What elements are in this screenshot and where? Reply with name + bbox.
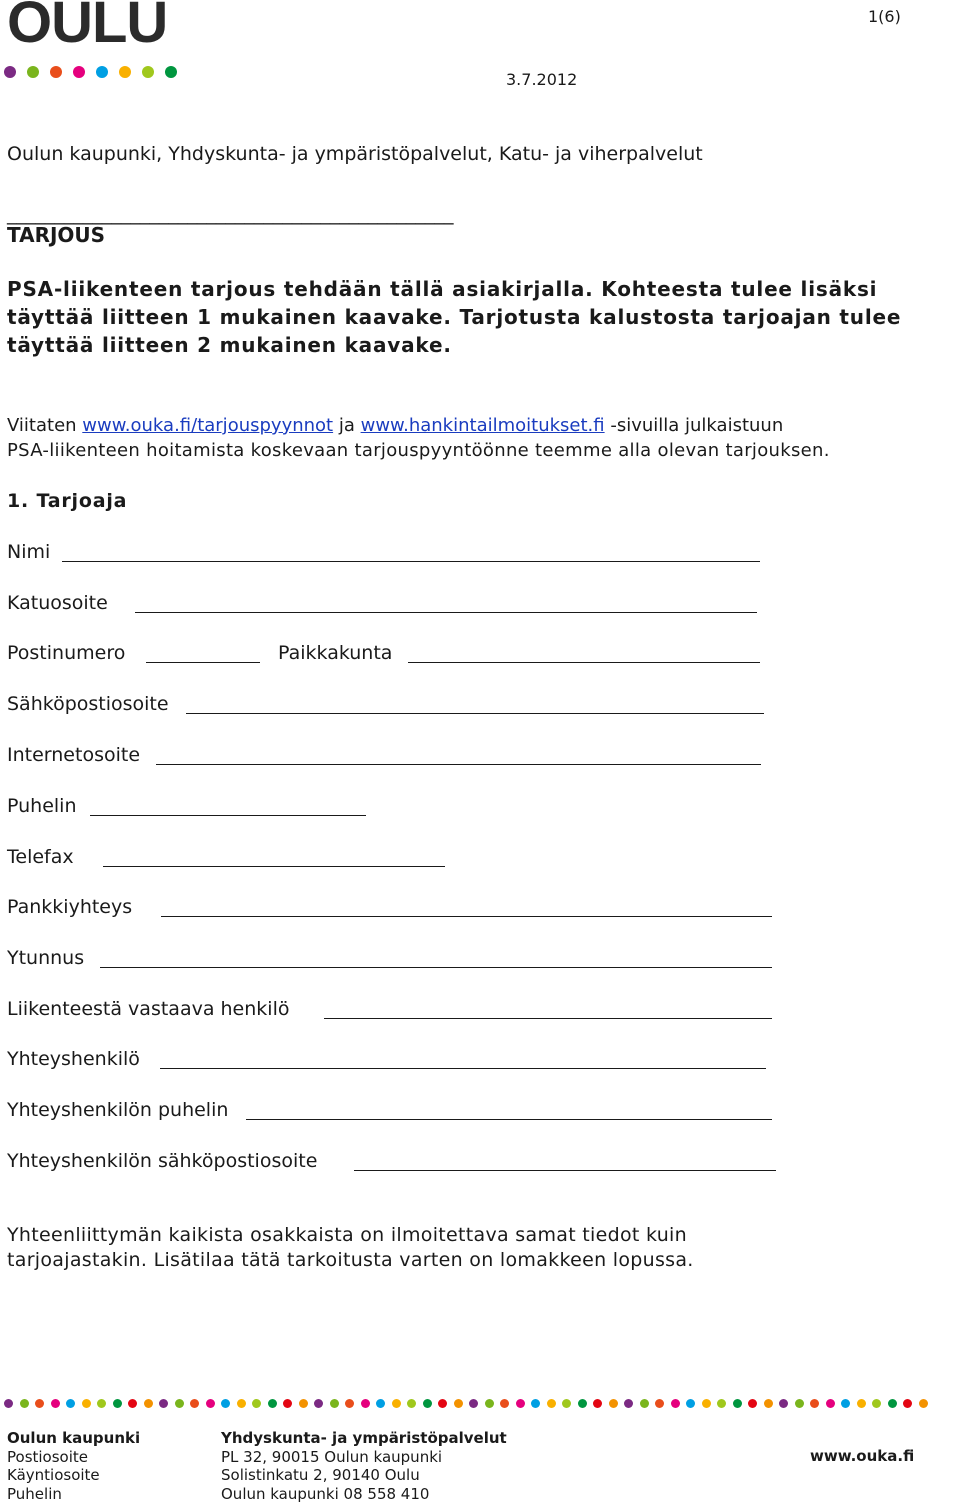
document-title: TARJOUS xyxy=(7,223,106,247)
label-yhteyshenkilo: Yhteyshenkilö xyxy=(7,1048,140,1070)
note-line-2: tarjoajastakin. Lisätilaa tätä tarkoitusta varten on lomakkeen lopussa. xyxy=(7,1249,694,1271)
footer-dot xyxy=(345,1399,354,1408)
footer-dot xyxy=(438,1399,447,1408)
paikkakunta-input-line[interactable] xyxy=(408,662,760,663)
footer-dot xyxy=(237,1399,246,1408)
reference-prefix: Viitaten xyxy=(7,415,83,436)
label-katuosoite: Katuosoite xyxy=(7,592,108,614)
footer-dot xyxy=(857,1399,866,1408)
footer-dot xyxy=(190,1399,199,1408)
footer-dot xyxy=(82,1399,91,1408)
footer-dot xyxy=(810,1399,819,1408)
footer-dot xyxy=(97,1399,106,1408)
footer-dot xyxy=(640,1399,649,1408)
footer-dot xyxy=(392,1399,401,1408)
footer-website[interactable]: www.ouka.fi xyxy=(810,1447,915,1465)
hankintailmoitukset-link[interactable]: www.hankintailmoitukset.fi xyxy=(360,415,605,436)
footer-dot xyxy=(423,1399,432,1408)
footer-dot xyxy=(330,1399,339,1408)
footer-city: Oulun kaupunki xyxy=(7,1429,141,1447)
postinumero-input-line[interactable] xyxy=(146,662,260,663)
logo-dot xyxy=(4,66,16,78)
footer-label-postiosoite: Postiosoite xyxy=(7,1447,88,1466)
label-yhteyshenkilon-sahkoposti: Yhteyshenkilön sähköpostiosoite xyxy=(7,1150,318,1172)
footer-dot xyxy=(655,1399,664,1408)
yhteyshenkilo-input-line[interactable] xyxy=(160,1068,766,1069)
footer-dot xyxy=(469,1399,478,1408)
footer-dot xyxy=(500,1399,509,1408)
footer-dot xyxy=(717,1399,726,1408)
label-nimi: Nimi xyxy=(7,541,51,563)
footer-dot xyxy=(159,1399,168,1408)
vastaava-henkilo-input-line[interactable] xyxy=(324,1018,772,1019)
footer-dot xyxy=(283,1399,292,1408)
footer-dot xyxy=(671,1399,680,1408)
footer-postal-address: PL 32, 90015 Oulun kaupunki xyxy=(221,1447,443,1466)
footer-dot xyxy=(66,1399,75,1408)
logo-dot xyxy=(119,66,131,78)
tarjouspyynnot-link[interactable]: www.ouka.fi/tarjouspyynnot xyxy=(82,415,334,436)
label-paikkakunta: Paikkakunta xyxy=(278,642,393,664)
pankkiyhteys-input-line[interactable] xyxy=(161,916,772,917)
footer-dot xyxy=(407,1399,416,1408)
footer-dot xyxy=(516,1399,525,1408)
sahkopostiosoite-input-line[interactable] xyxy=(186,713,764,714)
footer-dot xyxy=(299,1399,308,1408)
footer-label-kayntiosoite: Käyntiosoite xyxy=(7,1466,100,1484)
footer-dot xyxy=(454,1399,463,1408)
logo-dot xyxy=(73,66,85,78)
footer-label-puhelin: Puhelin xyxy=(7,1484,62,1503)
page-number: 1(6) xyxy=(868,7,901,26)
footer-dot xyxy=(485,1399,494,1408)
consortium-note xyxy=(7,1223,694,1273)
label-postinumero: Postinumero xyxy=(7,642,126,664)
logo-dot xyxy=(96,66,108,78)
footer-dot xyxy=(826,1399,835,1408)
logo-dot xyxy=(165,66,177,78)
footer-dot xyxy=(779,1399,788,1408)
yhteyshenkilon-sahkoposti-input-line[interactable] xyxy=(354,1170,776,1171)
label-telefax: Telefax xyxy=(7,846,74,868)
intro-line-1: PSA-liikenteen tarjous tehdään tällä asiakirjalla. Kohteesta tulee lisäksi xyxy=(7,277,878,301)
footer-dot xyxy=(531,1399,540,1408)
footer-dot xyxy=(144,1399,153,1408)
reference-line-2: PSA-liikenteen hoitamista koskevaan tarjouspyyntöönne teemme alla olevan tarjouksen. xyxy=(7,440,830,461)
footer-dot xyxy=(268,1399,277,1408)
label-pankkiyhteys: Pankkiyhteys xyxy=(7,896,133,918)
footer-department: Yhdyskunta- ja ympäristöpalvelut xyxy=(221,1429,507,1447)
footer-dot xyxy=(888,1399,897,1408)
footer-dot xyxy=(547,1399,556,1408)
label-liikenteesta-vastaava: Liikenteestä vastaava henkilö xyxy=(7,998,290,1020)
intro-line-2: täyttää liitteen 1 mukainen kaavake. Tarjotusta kalustosta tarjoajan tulee xyxy=(7,305,902,329)
footer-dot xyxy=(314,1399,323,1408)
footer-dot xyxy=(841,1399,850,1408)
footer-dot xyxy=(919,1399,928,1408)
footer-dot xyxy=(624,1399,633,1408)
footer-dot xyxy=(593,1399,602,1408)
note-line-1: Yhteenliittymän kaikista osakkaista on ilmoitettava samat tiedot kuin xyxy=(7,1224,687,1246)
ytunnus-input-line[interactable] xyxy=(100,967,772,968)
footer-dot xyxy=(578,1399,587,1408)
footer-phone: Oulun kaupunki 08 558 410 xyxy=(221,1484,430,1503)
footer-dot xyxy=(4,1399,13,1408)
logo-dot xyxy=(50,66,62,78)
label-sahkopostiosoite: Sähköpostiosoite xyxy=(7,693,169,715)
footer-dot xyxy=(175,1399,184,1408)
footer-dot xyxy=(35,1399,44,1408)
footer-dot xyxy=(609,1399,618,1408)
label-puhelin: Puhelin xyxy=(7,795,77,817)
footer-dot xyxy=(748,1399,757,1408)
telefax-input-line[interactable] xyxy=(103,866,445,867)
footer-visiting-address: Solistinkatu 2, 90140 Oulu xyxy=(221,1466,420,1484)
footer-dot xyxy=(733,1399,742,1408)
footer-dot xyxy=(361,1399,370,1408)
document-date: 3.7.2012 xyxy=(506,70,578,89)
footer-dot xyxy=(795,1399,804,1408)
footer-column-1 xyxy=(7,1429,140,1503)
reference-suffix: -sivuilla julkaistuun xyxy=(604,415,784,436)
katuosoite-input-line[interactable] xyxy=(135,612,757,613)
footer-dot xyxy=(51,1399,60,1408)
footer-dot xyxy=(872,1399,881,1408)
footer-dot xyxy=(764,1399,773,1408)
footer-dot xyxy=(252,1399,261,1408)
footer-dot xyxy=(221,1399,230,1408)
footer-dot xyxy=(702,1399,711,1408)
section-title-tarjoaja: 1. Tarjoaja xyxy=(7,490,128,512)
puhelin-input-line[interactable] xyxy=(90,815,366,816)
footer-dot xyxy=(686,1399,695,1408)
label-ytunnus: Ytunnus xyxy=(7,947,85,969)
yhteyshenkilon-puhelin-input-line[interactable] xyxy=(246,1119,772,1120)
footer-dot xyxy=(113,1399,122,1408)
separator-line: _______________________________________________ xyxy=(7,203,454,225)
organisation-line: Oulun kaupunki, Yhdyskunta- ja ympäristöpalvelut, Katu- ja viherpalvelut xyxy=(7,143,703,165)
oulu-logo: OULU xyxy=(7,0,168,55)
internetosoite-input-line[interactable] xyxy=(156,764,761,765)
label-yhteyshenkilon-puhelin: Yhteyshenkilön puhelin xyxy=(7,1099,229,1121)
reference-line-1 xyxy=(7,415,783,436)
intro-paragraph xyxy=(7,275,901,359)
nimi-input-line[interactable] xyxy=(62,561,760,562)
reference-between: ja xyxy=(333,415,361,436)
footer-dot xyxy=(562,1399,571,1408)
footer-column-2 xyxy=(221,1429,507,1503)
logo-dot xyxy=(27,66,39,78)
footer-dot xyxy=(376,1399,385,1408)
logo-dot xyxy=(142,66,154,78)
footer-dot xyxy=(128,1399,137,1408)
label-internetosoite: Internetosoite xyxy=(7,744,141,766)
intro-line-3: täyttää liitteen 2 mukainen kaavake. xyxy=(7,333,452,357)
footer-dot xyxy=(903,1399,912,1408)
footer-dot xyxy=(206,1399,215,1408)
footer-dot xyxy=(20,1399,29,1408)
